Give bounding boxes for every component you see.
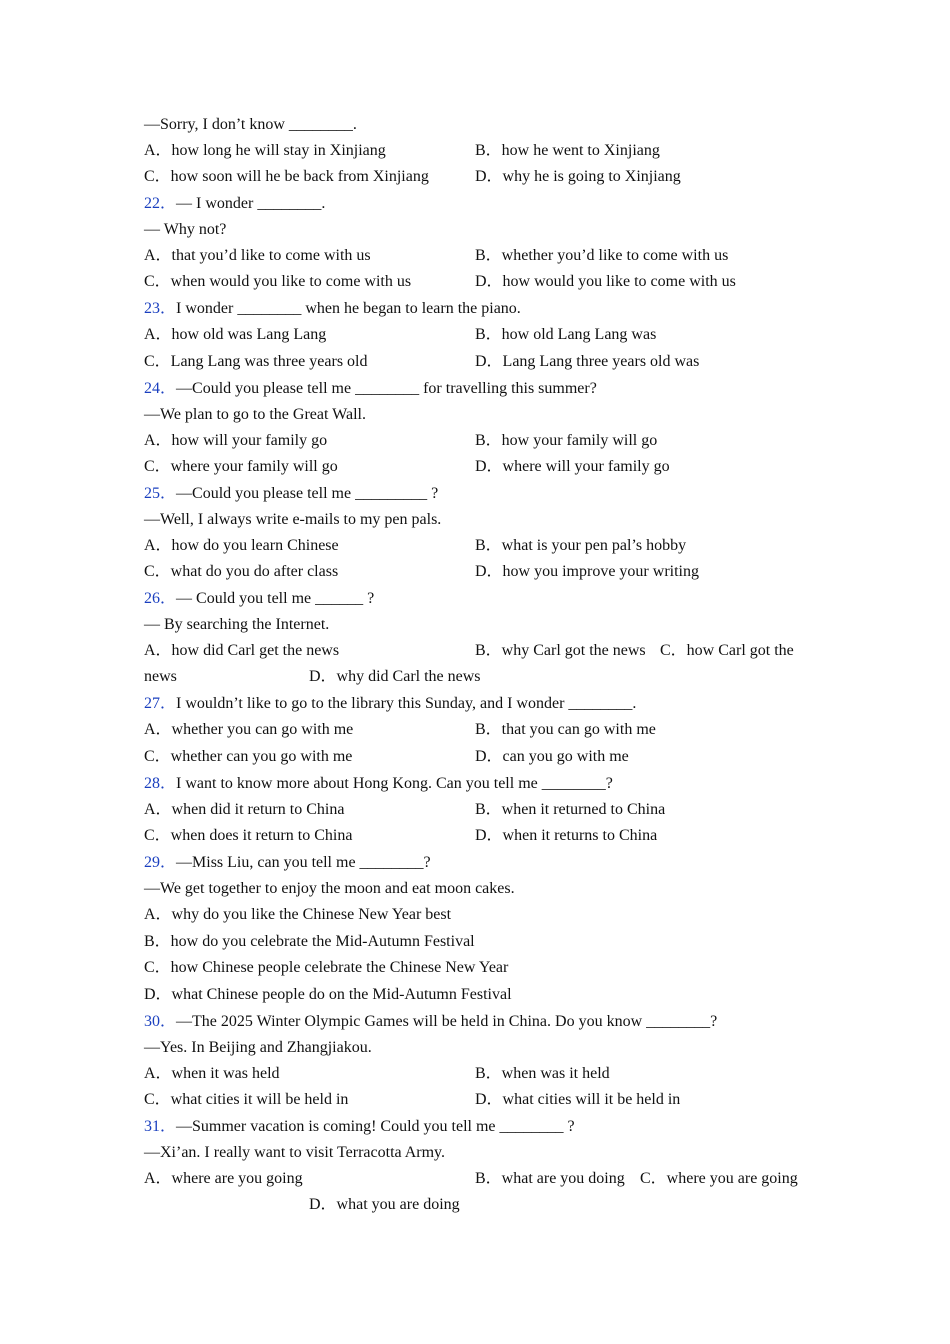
q26-option-d[interactable]: D．why did Carl the news [309, 668, 481, 685]
q25-reply [144, 509, 441, 531]
q31-option-c[interactable]: C．where you are going [640, 1170, 798, 1187]
q27-number: 27． [144, 695, 177, 712]
q28-number: 28． [144, 775, 177, 792]
q29-option-a[interactable]: A．why do you like the Chinese New Year best [144, 906, 452, 923]
q26-options-cd [144, 666, 481, 688]
q22-options-cd [144, 271, 736, 293]
q27-option-c[interactable]: C．whether can you go with me [144, 748, 353, 765]
q28-options-cd [144, 825, 658, 847]
q26-options-abc [144, 640, 794, 662]
q22-options-ab [144, 245, 729, 267]
q24-option-d[interactable]: D．where will your family go [475, 458, 670, 475]
q21-options-ab [144, 140, 660, 162]
q29-option-b-line [144, 931, 475, 953]
q30-option-c[interactable]: C．what cities it will be held in [144, 1091, 349, 1108]
q30-reply-text: —Yes. In Beijing and Zhangjiakou. [144, 1039, 372, 1056]
q31-options-abc [144, 1168, 798, 1190]
q25-option-b[interactable]: B．what is your pen pal’s hobby [475, 537, 687, 554]
q30-options-ab [144, 1063, 610, 1085]
q25-option-a[interactable]: A．how do you learn Chinese [144, 537, 339, 554]
q23-option-c[interactable]: C．Lang Lang was three years old [144, 353, 368, 370]
q24-number: 24． [144, 380, 177, 397]
q22-option-a[interactable]: A．that you’d like to come with us [144, 247, 371, 264]
q25-number: 25． [144, 485, 177, 502]
q27-stem [144, 693, 636, 715]
q23-option-d[interactable]: D．Lang Lang three years old was [475, 353, 700, 370]
q31-number: 31． [144, 1118, 177, 1135]
q31-option-d-line [309, 1194, 460, 1216]
q31-option-d[interactable]: D．what you are doing [309, 1196, 460, 1213]
q29-option-c[interactable]: C．how Chinese people celebrate the Chinese New Year [144, 959, 509, 976]
q24-option-c[interactable]: C．where your family will go [144, 458, 338, 475]
q26-option-b[interactable]: B．why Carl got the news [475, 642, 646, 659]
q29-stem [144, 852, 431, 874]
q27-option-d[interactable]: D．can you go with me [475, 748, 629, 765]
q25-option-c[interactable]: C．what do you do after class [144, 563, 339, 580]
q30-option-b[interactable]: B．when was it held [475, 1065, 610, 1082]
q29-option-a-line [144, 904, 451, 926]
q22-option-d[interactable]: D．how would you like to come with us [475, 273, 736, 290]
q30-stem [144, 1011, 717, 1033]
q26-option-a[interactable]: A．how did Carl get the news [144, 642, 340, 659]
q23-stem-text: I wonder ________ when he began to learn the piano. [176, 300, 521, 317]
q24-options-cd [144, 456, 670, 478]
q26-stem [144, 588, 374, 610]
q22-reply [144, 219, 226, 241]
q26-number: 26． [144, 590, 177, 607]
q30-reply [144, 1037, 372, 1059]
q23-options-ab [144, 324, 657, 346]
q29-reply [144, 878, 515, 900]
q28-option-c[interactable]: C．when does it return to China [144, 827, 353, 844]
q29-option-d-line [144, 984, 512, 1006]
q30-number: 30． [144, 1013, 177, 1030]
q30-option-d[interactable]: D．what cities will it be held in [475, 1091, 681, 1108]
q21-option-c[interactable]: C．how soon will he be back from Xinjiang [144, 168, 429, 185]
q23-option-b[interactable]: B．how old Lang Lang was [475, 326, 657, 343]
q24-reply [144, 404, 366, 426]
q26-option-c-continued[interactable]: news [144, 668, 177, 685]
q25-option-d[interactable]: D．how you improve your writing [475, 563, 699, 580]
q24-stem [144, 378, 597, 400]
q22-stem-text: — I wonder ________. [176, 195, 326, 212]
q21-option-d[interactable]: D．why he is going to Xinjiang [475, 168, 681, 185]
q26-reply-text: — By searching the Internet. [144, 616, 330, 633]
q21-option-a[interactable]: A．how long he will stay in Xinjiang [144, 142, 386, 159]
q22-stem [144, 193, 325, 215]
q28-stem [144, 773, 613, 795]
q21-option-b[interactable]: B．how he went to Xinjiang [475, 142, 660, 159]
q22-option-c[interactable]: C．when would you like to come with us [144, 273, 412, 290]
q29-number: 29． [144, 854, 177, 871]
q27-options-ab [144, 719, 656, 741]
q29-option-c-line [144, 957, 508, 979]
q31-option-a[interactable]: A．where are you going [144, 1170, 303, 1187]
q28-option-a[interactable]: A．when did it return to China [144, 801, 345, 818]
q22-reply-text: — Why not? [144, 221, 227, 238]
q27-option-b[interactable]: B．that you can go with me [475, 721, 656, 738]
q31-stem [144, 1116, 575, 1138]
q31-reply-text: —Xi’an. I really want to visit Terracotta Army. [144, 1144, 446, 1161]
q23-option-a[interactable]: A．how old was Lang Lang [144, 326, 327, 343]
q25-reply-text: —Well, I always write e-mails to my pen pals. [144, 511, 442, 528]
q23-options-cd [144, 351, 700, 373]
q26-option-c[interactable]: C．how Carl got the [660, 642, 794, 659]
q28-stem-text: I want to know more about Hong Kong. Can you tell me ________? [176, 775, 613, 792]
q22-number: 22． [144, 195, 177, 212]
q28-option-d[interactable]: D．when it returns to China [475, 827, 658, 844]
q21-options-cd [144, 166, 681, 188]
q24-option-b[interactable]: B．how your family will go [475, 432, 658, 449]
q21-reply-text: —Sorry, I don’t know ________. [144, 116, 357, 133]
q30-options-cd [144, 1089, 681, 1111]
q27-option-a[interactable]: A．whether you can go with me [144, 721, 354, 738]
q24-stem-text: —Could you please tell me ________ for travelling this summer? [176, 380, 597, 397]
q26-reply [144, 614, 329, 636]
q25-options-cd [144, 561, 699, 583]
q24-reply-text: —We plan to go to the Great Wall. [144, 406, 366, 423]
q25-options-ab [144, 535, 687, 557]
q27-stem-text: I wouldn’t like to go to the library this Sunday, and I wonder ________. [176, 695, 637, 712]
q23-stem [144, 298, 521, 320]
q28-option-b[interactable]: B．when it returned to China [475, 801, 666, 818]
q29-stem-text: —Miss Liu, can you tell me ________? [176, 854, 431, 871]
q27-options-cd [144, 746, 629, 768]
q31-option-b[interactable]: B．what are you doing [475, 1170, 625, 1187]
q21-reply [144, 114, 357, 136]
q30-option-a[interactable]: A．when it was held [144, 1065, 280, 1082]
q26-stem-text: — Could you tell me ______ ? [176, 590, 375, 607]
q24-option-a[interactable]: A．how will your family go [144, 432, 328, 449]
q29-reply-text: —We get together to enjoy the moon and eat moon cakes. [144, 880, 515, 897]
q30-stem-text: —The 2025 Winter Olympic Games will be held in China. Do you know ________? [176, 1013, 718, 1030]
q23-number: 23． [144, 300, 177, 317]
q24-options-ab [144, 430, 658, 452]
q29-option-d[interactable]: D．what Chinese people do on the Mid-Autumn Festival [144, 986, 512, 1003]
q22-option-b[interactable]: B．whether you’d like to come with us [475, 247, 729, 264]
q31-stem-text: —Summer vacation is coming! Could you tell me ________ ? [176, 1118, 575, 1135]
q25-stem [144, 483, 438, 505]
q25-stem-text: —Could you please tell me _________ ? [176, 485, 439, 502]
q28-options-ab [144, 799, 666, 821]
q31-reply [144, 1142, 445, 1164]
q29-option-b[interactable]: B．how do you celebrate the Mid-Autumn Festival [144, 933, 475, 950]
